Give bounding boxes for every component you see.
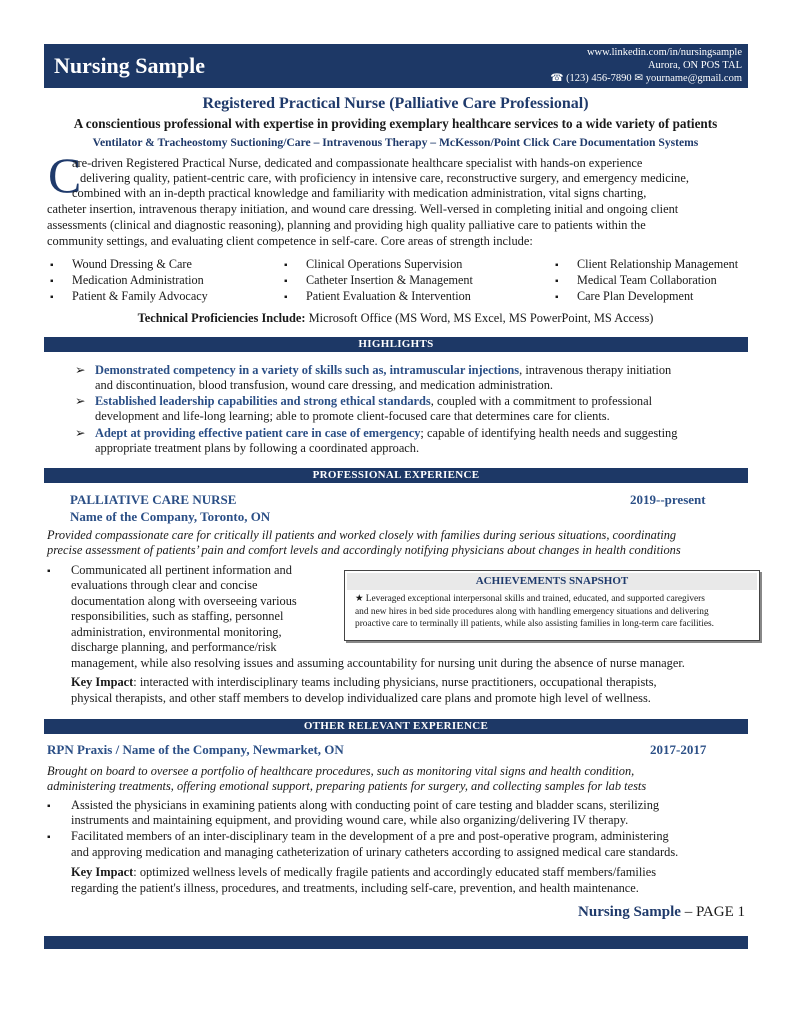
snapshot-line: proactive care to terminally ill patients, while also assisting families in long-term care facilities. (355, 619, 715, 629)
square-bullet-icon: ▪ (47, 832, 51, 843)
technical-proficiencies (0, 311, 791, 326)
highlight-bold: Established leadership capabilities and strong ethical standards (95, 394, 431, 408)
list-item: ▪ Patient Evaluation & Intervention (284, 289, 473, 305)
linkedin-url[interactable]: www.linkedin.com/in/nursingsample (586, 47, 742, 58)
snapshot-line: ★ Leveraged exceptional interpersonal skills and trained, educated, and supported caregivers (355, 594, 705, 604)
header-band (44, 44, 748, 88)
candidate-name: Nursing Sample (54, 53, 205, 78)
highlight-bold: Demonstrated competency in a variety of skills such as, intramuscular injections (95, 363, 520, 377)
list-item: ▪ Patient & Family Advocacy (50, 289, 208, 305)
job2-key-impact-line-2: regarding the patient's illness, procedures, and treatments, including self-care, prevention, and health maintenance. (71, 881, 639, 895)
job1-bullet-line: documentation along with overseeing various (71, 594, 297, 608)
highlight-text: , coupled with a commitment to professional (430, 394, 653, 408)
highlight-line-2: development and life-long learning; able to promote client-focused care that determines care for clients. (95, 409, 610, 423)
square-bullet-icon: ▪ (47, 566, 51, 577)
job2-bullet-line-2: and approving medication and managing catheterization of urinary catheters according to assigned medical care standards. (71, 845, 679, 859)
highlight-text: , intravenous therapy initiation (519, 363, 672, 377)
section-bar-highlights: HIGHLIGHTS (44, 337, 748, 352)
job1-bullet-line: evaluations through clear and concise (71, 578, 258, 592)
job1-bullet-line: ▪ Communicated all pertinent information and (47, 563, 292, 577)
highlight-line-2: appropriate treatment plans by following a coordinated approach. (95, 441, 420, 455)
list-item: ▪ Catheter Insertion & Management (284, 273, 473, 289)
strengths-column-1 (50, 257, 208, 305)
job1-title: PALLIATIVE CARE NURSE (70, 492, 237, 507)
job1-description-line-2: precise assessment of patients’ pain and comfort levels and accordingly notifying physicians about changes in health conditions (47, 543, 681, 557)
footer-page-number: – PAGE 1 (680, 904, 745, 920)
location: Aurora, ON POS TAL (647, 60, 742, 71)
job1-key-impact: Key Impact: interacted with interdisciplinary teams including physicians, nurse practitioners, occupational therapists, (71, 675, 657, 689)
footer-name: Nursing Sample (578, 904, 681, 920)
job2-bullet-line-2: instruments and maintaining equipment, and providing wound care, while also organizing/delivering IV therapy. (71, 813, 629, 827)
page-footer (578, 904, 745, 921)
summary-line-6: community settings, and evaluating client competence in self-care. Core areas of strength include: (47, 234, 533, 248)
summary-line-3: combined with an in-depth practical knowledge and familiarity with medication administration, vital signs charting, (72, 186, 647, 200)
footer-bar (44, 936, 748, 949)
arrow-bullet-icon: ➢ (75, 394, 86, 408)
contact-block (550, 46, 742, 85)
tagline: A conscientious professional with expertise in providing exemplary healthcare services to a wide variety of patients (73, 116, 718, 131)
job1-bullet-line: management, while also resolving issues and assuming accountability for nursing unit during the absence of nurse manager. (71, 656, 685, 670)
job2-key-impact: Key Impact: optimized wellness levels of medically fragile patients and accordingly educated staff members/families (71, 865, 657, 879)
section-bar-professional-experience: PROFESSIONAL EXPERIENCE (44, 468, 748, 483)
job2-bullet: ▪ Facilitated members of an inter-disciplinary team in the development of a pre and post-operative program, administering (47, 829, 669, 843)
list-item: ▪ Medication Administration (50, 273, 208, 289)
job1-company: Name of the Company, Toronto, ON (70, 509, 271, 524)
summary-line-4: catheter insertion, intravenous therapy initiation, and wound care dressing. Well-versed in completing initial and ongoing client (47, 202, 679, 216)
summary-line-2: delivering quality, patient-centric care, with proficiency in intensive care, reconstructive surgery, and emergency medicine, (80, 171, 689, 185)
job2-bullet: ▪ Assisted the physicians in examining patients along with conducting point of care testing and bladder scans, sterilizing (47, 798, 660, 812)
highlight-line-2: and discontinuation, blood transfusion, wound care dressing, and medication administration. (95, 378, 554, 392)
job2-description-line-2: administering treatments, offering emotional support, preparing patients for surgery, and collecting samples for lab tests (47, 779, 647, 793)
achievements-snapshot-box (344, 570, 760, 641)
arrow-bullet-icon: ➢ (75, 363, 86, 377)
job1-description-line-1: Provided compassionate care for critically ill patients and worked closely with families during serious situations, coordinating (47, 528, 677, 542)
list-item: ▪ Clinical Operations Supervision (284, 257, 473, 273)
list-item: ▪ Wound Dressing & Care (50, 257, 208, 273)
snapshot-title: ACHIEVEMENTS SNAPSHOT (347, 573, 757, 590)
snapshot-line: and new hires in bed side procedures along with handling emergency situations and delivering (355, 606, 709, 617)
keywords-line: Ventilator & Tracheostomy Suctioning/Care – Intravenous Therapy – McKesson/Point Click Care Documentation Systems (92, 136, 699, 149)
technical-label: Technical Proficiencies Include: (137, 311, 306, 325)
technical-value: Microsoft Office (MS Word, MS Excel, MS PowerPoint, MS Access) (305, 311, 654, 325)
highlight-text: ; capable of identifying health needs and suggesting (420, 426, 678, 440)
job1-bullet-line: responsibilities, such as staffing, personnel (71, 609, 284, 623)
job1-key-impact-line-2: physical therapists, and other staff members to develop individualized care plans and promote high level of wellness. (71, 691, 651, 705)
list-item: ▪ Client Relationship Management (555, 257, 738, 273)
job1-bullet-line: discharge planning, and performance/risk (71, 640, 277, 654)
job1-bullet-line: administration, environmental monitoring, (71, 625, 282, 639)
square-bullet-icon: ▪ (47, 801, 51, 812)
drop-cap: C (48, 147, 82, 203)
summary-line-1: are-driven Registered Practical Nurse, dedicated and compassionate healthcare specialist with hands-on experience (72, 156, 643, 170)
job1-dates: 2019--present (630, 492, 706, 507)
job2-dates: 2017-2017 (650, 742, 707, 757)
summary-line-5: assessments (clinical and diagnostic reasoning), planning and providing high quality palliative care to patients within the (47, 218, 646, 232)
list-item: ▪ Care Plan Development (555, 289, 738, 305)
section-bar-other-experience: OTHER RELEVANT EXPERIENCE (44, 719, 748, 734)
snapshot-body (355, 593, 753, 631)
arrow-bullet-icon: ➢ (75, 426, 86, 440)
highlight-bold: Adept at providing effective patient care in case of emergency (95, 426, 421, 440)
job2-title: RPN Praxis / Name of the Company, Newmarket, ON (47, 742, 344, 757)
list-item: ▪ Medical Team Collaboration (555, 273, 738, 289)
strengths-column-2 (284, 257, 473, 305)
job2-description-line-1: Brought on board to oversee a portfolio of healthcare procedures, such as monitoring vital signs and health condition, (47, 764, 635, 778)
strengths-column-3 (555, 257, 738, 305)
job-title: Registered Practical Nurse (Palliative Care Professional) (202, 95, 589, 112)
phone-email: ☎ (123) 456-7890 ✉ yourname@gmail.com (550, 73, 742, 84)
